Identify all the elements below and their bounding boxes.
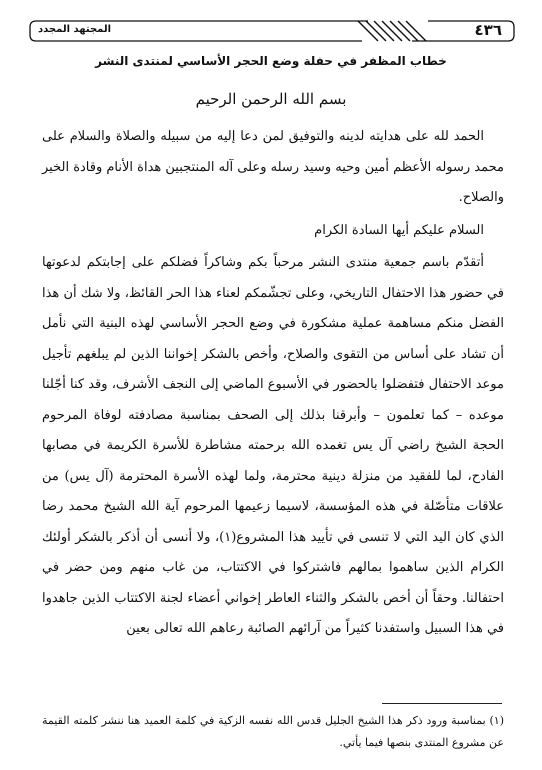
footnote-divider [382, 703, 502, 704]
running-header [28, 18, 516, 44]
basmala: بسم الله الرحمن الرحيم [195, 90, 347, 108]
body-text [42, 122, 504, 645]
speech-title: خطاب المظفر في حفلة وضع الحجر الأساسي لمنتدى النشر [95, 54, 447, 68]
opening-paragraph: الحمد لله على هدايته لدينه والتوفيق لمن دعا إليه من سبيله والصلاة والسلام على محمد رسوله الأعظم أمين وحيه وسيد رسله وعلى آله المنتجبين هداة الأنام وقادة الخير والصلاح. [42, 129, 504, 205]
main-paragraph: أتقدّم باسم جمعية منتدى النشر مرحباً بكم وشاكراً فضلكم على إجابتكم لدعوتها في حضور هذا الاحتفال التاريخي، وعلى تجشّمكم لعناء هذا الحر القائظ، ولا شك أن هذا الفضل منكم مساهمة عملية مشكورة في وضع الحجر الأساسي لهذه البنية التي نأمل أن تشاد على أساس من التقوى والصلاح، وأخص بالشكر إخواننا الذين لم يبلغهم تأجيل موعد الاحتفال فتفضلوا بالحضور في الأسبوع الماضي إلى النجف الأشرف، وقد كنا أجّلنا موعده – كما تعلمون – وأبرقنا بذلك إلى الصحف بمناسبة مصادفته لوفاة المرحوم الحجة الشيخ راضي آل يس تغمده الله برحمته مشاطرة للأسرة الكريمة في مصابها الفادح، لما للفقيد من منزلة دينية محترمة، ولما لهذه الأسرة المحترمة (آل يس) من علاقات متأصّلة في هذه المؤسسة، لاسيما زعيمها المرحوم آية الله الشيخ محمد رضا الذي كان اليد التي لا تنسى في تأييد هذا المشروع(١)، ولا أنسى أن أذكر بالشكر أولئك الكرام الذين ساهموا بمالهم فاشتركوا في الاكتتاب، من غاب منهم ومن حضر في احتفالنا. وحقاً أن أخص بالشكر والثناء العاطر إخواني أعضاء لجنة الاكتتاب الذين جاهدوا في هذا السبيل واستفدنا كثيراً من آرائهم الصائبة رعاهم الله تعالى بعين [42, 255, 505, 636]
book-title: المجتهد المجدد [38, 24, 112, 35]
footnote: (١) بمناسبة ورود ذكر هذا الشيخ الجليل قدس الله نفسه الزكية في كلمة العميد هنا ننشر كلمته القيمة عن مشروع المنتدى بنصها فيما يأتي. [42, 714, 504, 749]
page-number: ٤٣٦ [474, 21, 502, 39]
greeting-paragraph: السلام عليكم أيها السادة الكرام [314, 222, 484, 238]
